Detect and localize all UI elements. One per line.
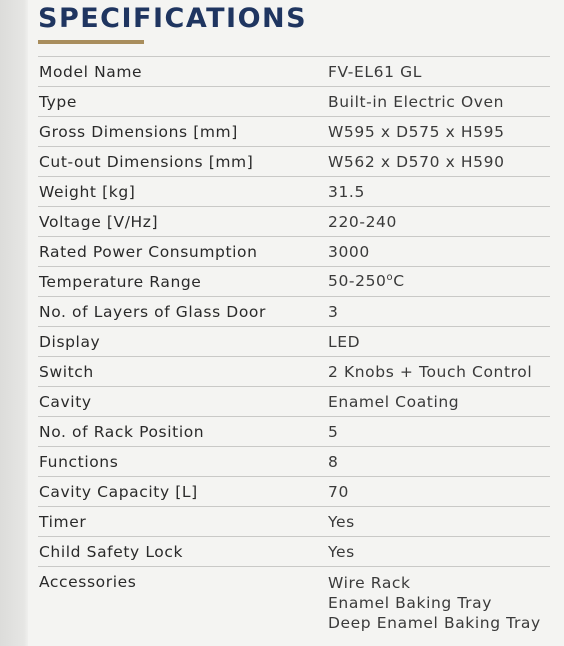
accessory-item: Deep Enamel Baking Tray <box>328 614 541 632</box>
spec-value: 3000 <box>328 242 370 261</box>
table-row-accessories <box>38 567 550 634</box>
table-row <box>38 477 550 507</box>
spec-label: Cavity <box>39 392 92 411</box>
spec-label: Gross Dimensions [mm] <box>39 122 238 141</box>
spec-value: 3 <box>328 302 339 321</box>
spec-label: No. of Rack Position <box>39 422 205 441</box>
title-underline <box>38 40 144 44</box>
spec-label: Cavity Capacity [L] <box>39 482 198 501</box>
table-row <box>38 147 550 177</box>
spec-value: W562 x D570 x H590 <box>328 152 505 171</box>
accessories-list <box>328 567 550 634</box>
spec-value: 220-240 <box>328 212 397 231</box>
table-row <box>38 387 550 417</box>
spec-table <box>38 56 550 633</box>
spec-value: W595 x D575 x H595 <box>328 122 505 141</box>
spec-value: FV-EL61 GL <box>328 62 422 81</box>
spec-value: 70 <box>328 482 349 501</box>
spec-label: Temperature Range <box>39 272 202 291</box>
spec-label: Display <box>39 332 101 351</box>
spec-label: No. of Layers of Glass Door <box>39 302 266 321</box>
spec-label: Child Safety Lock <box>39 542 184 561</box>
spec-value: Enamel Coating <box>328 392 460 411</box>
temp-unit: C <box>393 272 405 291</box>
spec-value: 2 Knobs + Touch Control <box>328 362 533 381</box>
table-row <box>38 57 550 87</box>
table-row <box>38 177 550 207</box>
spec-label: Cut-out Dimensions [mm] <box>39 152 254 171</box>
spec-value: LED <box>328 332 361 351</box>
table-row <box>38 237 550 267</box>
temp-range-value: 50-250 <box>328 272 387 291</box>
spec-value: Yes <box>328 542 355 561</box>
spec-label: Timer <box>39 512 87 531</box>
table-row <box>38 207 550 237</box>
page-title: SPECIFICATIONS <box>38 3 308 34</box>
table-row <box>38 417 550 447</box>
table-row <box>38 507 550 537</box>
table-row <box>38 297 550 327</box>
spec-label: Weight [kg] <box>39 182 136 201</box>
table-row <box>38 87 550 117</box>
spec-label: Rated Power Consumption <box>39 242 258 261</box>
spec-label: Switch <box>39 362 94 381</box>
accessory-item: Enamel Baking Tray <box>328 594 493 612</box>
spec-value: 8 <box>328 452 339 471</box>
spec-value <box>328 267 550 297</box>
spec-value: Built-in Electric Oven <box>328 92 505 111</box>
table-row <box>38 117 550 147</box>
accessory-item: Wire Rack <box>328 574 411 592</box>
spec-label: Model Name <box>39 62 143 81</box>
table-row <box>38 447 550 477</box>
table-row <box>38 357 550 387</box>
spec-label: Functions <box>39 452 119 471</box>
spec-label: Voltage [V/Hz] <box>39 212 159 231</box>
header <box>38 2 307 44</box>
spec-label: Accessories <box>39 573 137 591</box>
degree-superscript: o <box>386 272 394 284</box>
spec-value: 31.5 <box>328 182 365 201</box>
spec-value: 5 <box>328 422 339 441</box>
table-row <box>38 267 550 297</box>
spec-value: Yes <box>328 512 355 531</box>
table-row <box>38 537 550 567</box>
spec-label: Type <box>39 92 78 111</box>
table-row <box>38 327 550 357</box>
